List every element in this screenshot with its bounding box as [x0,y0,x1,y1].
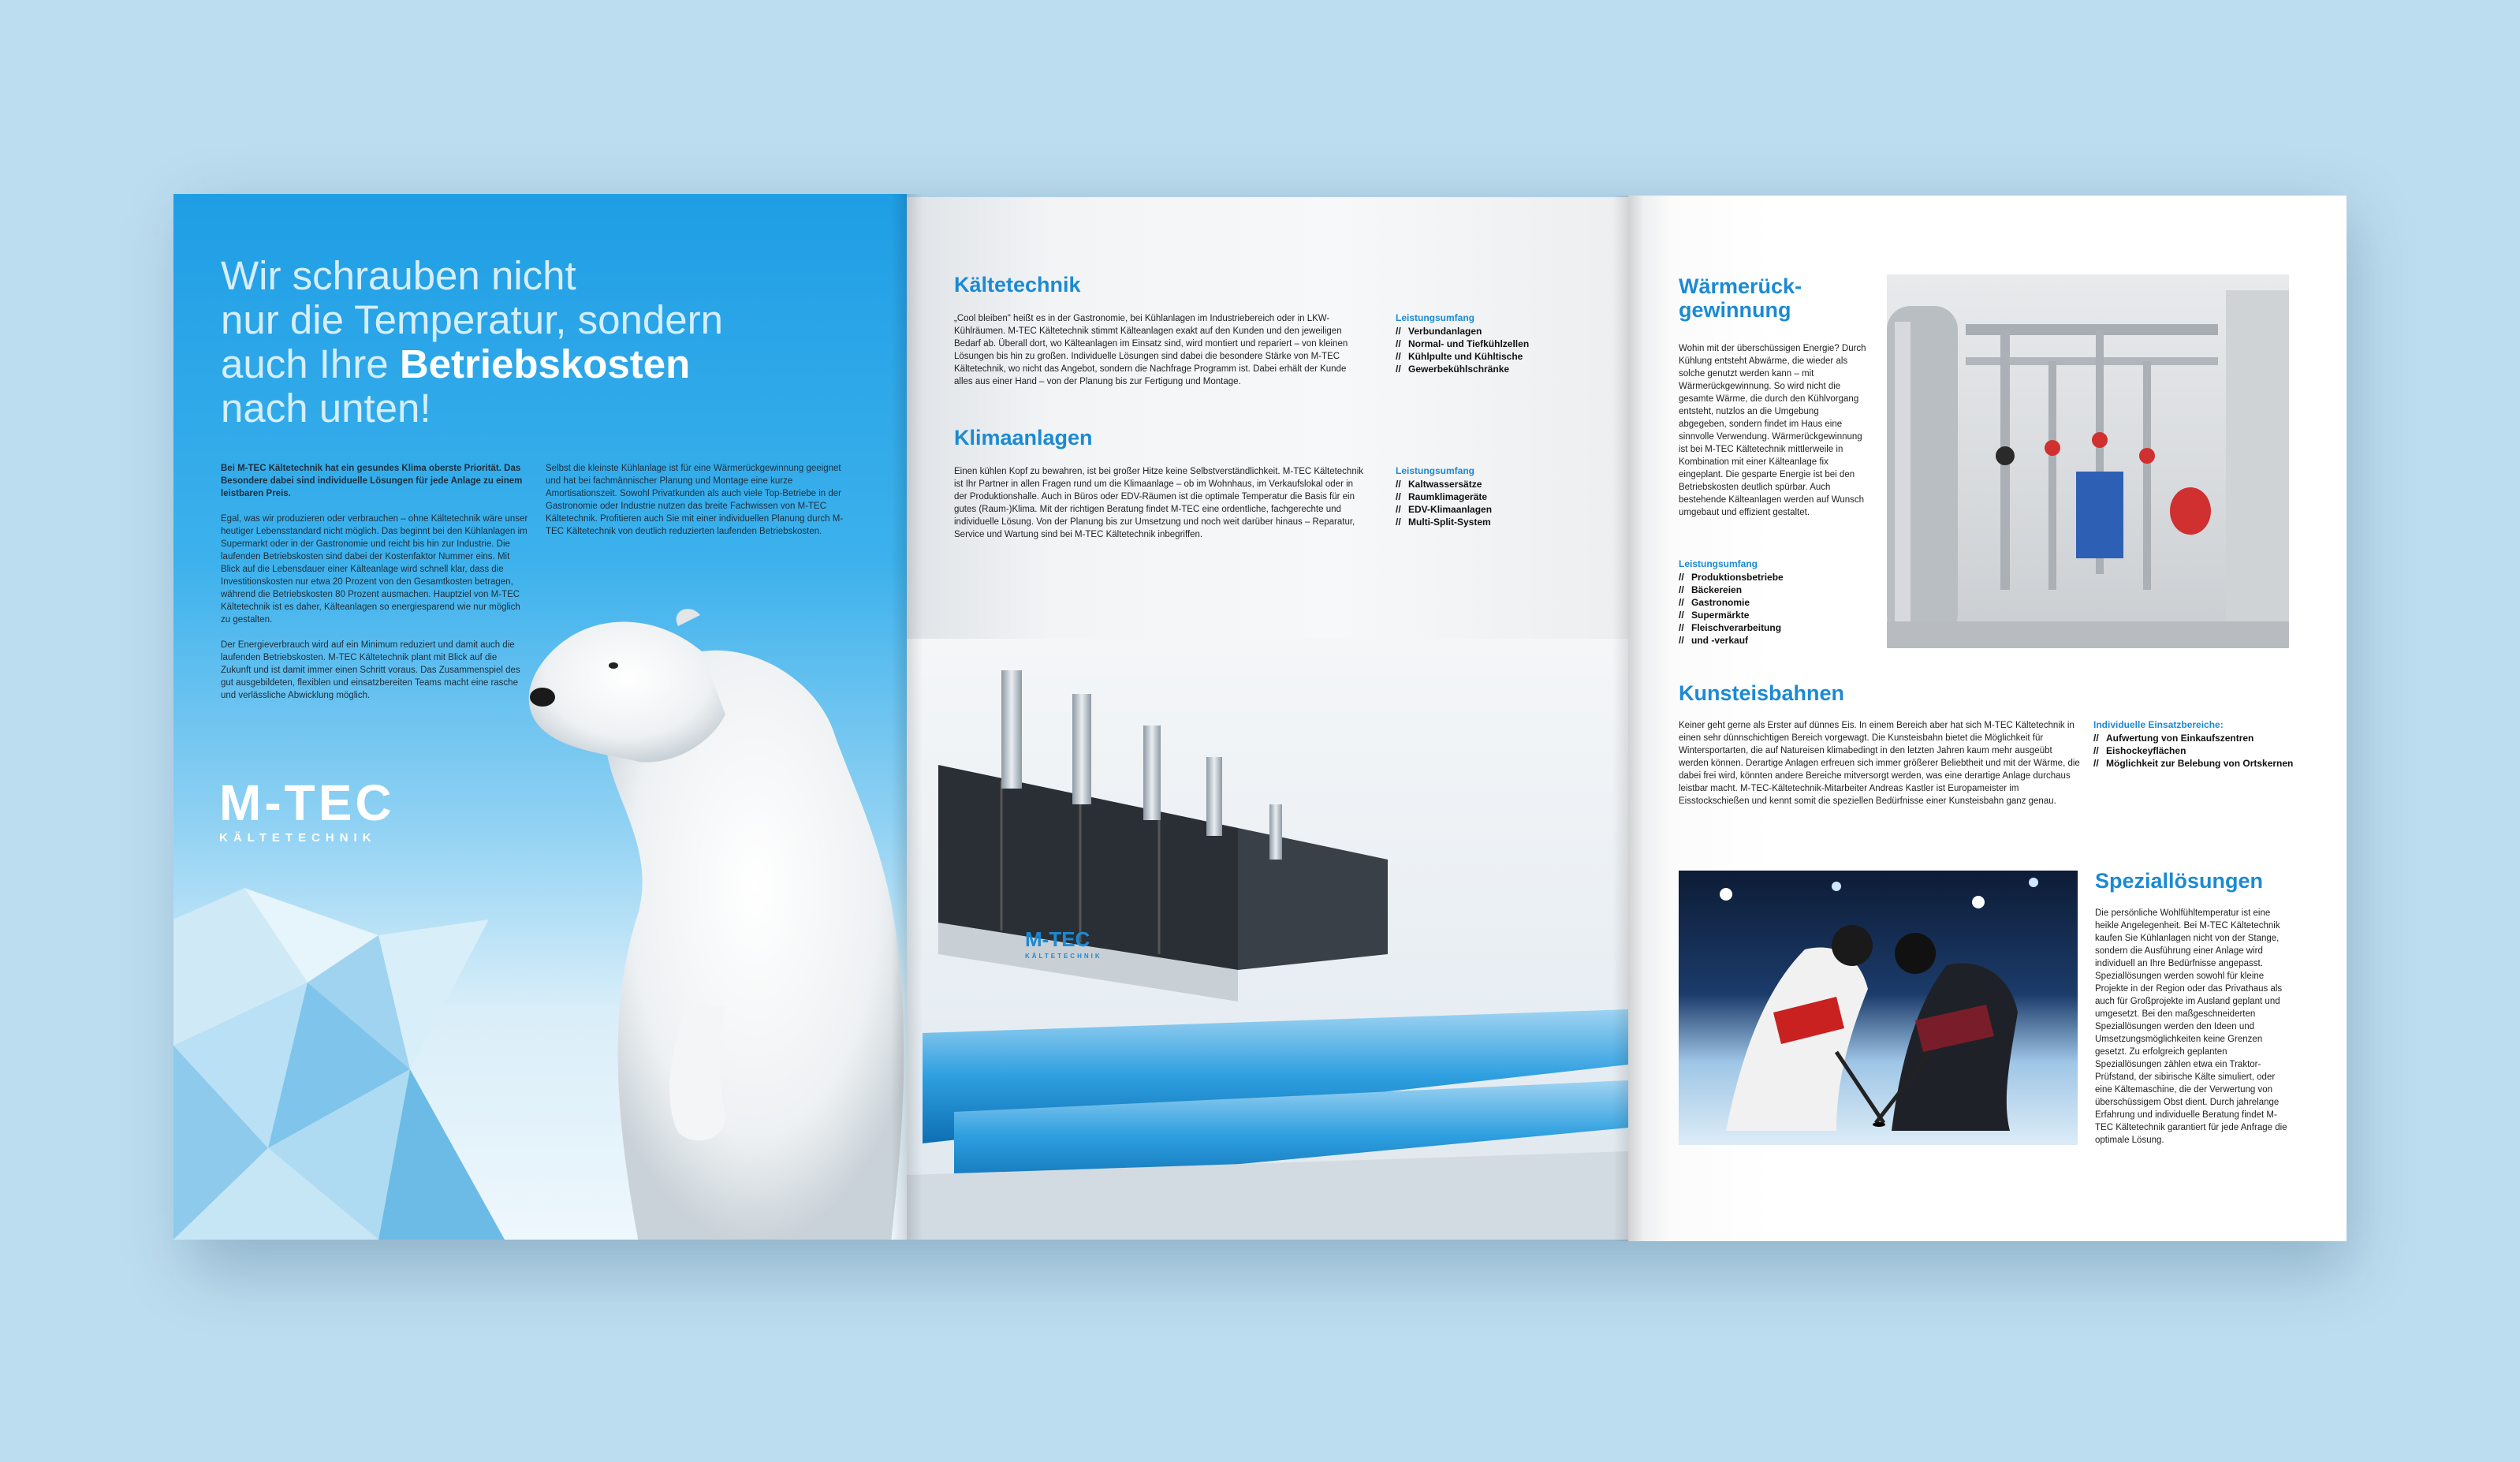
waerme-services-title: Leistungsumfang [1679,558,1758,569]
service-item: // und -verkauf [1679,634,1876,647]
service-item: // Raumklimageräte [1396,490,1609,503]
service-item: // Supermärkte [1679,609,1876,621]
service-item: // Bäckereien [1679,584,1876,596]
heat-recovery-photo [1887,274,2289,648]
kaeltetechnik-text: „Cool bleiben" heißt es in der Gastronomie, bei Kühlanlagen im Industriebereich oder in LKW-Kühlräumen. M-TEC Kältetechnik stimmt Kälteanlagen exakt auf den Kunden und den jeweiligen Bedarf ab. Überall dort, wo Kälteanlagen im Einsatz sind, wird montiert und repariert – von kleinen Lösungen bis hin zu großen. Individuelle Lösungen sind dabei die besondere Stärke von M-TEC Kältetechnik, wo nicht das Angebot, sondern die Nachfrage Programm ist. Dabei erhält der Kunde alles aus einer Hand – von der Planung bis zur Fertigung und Montage. [954,314,1348,386]
service-item: // Gastronomie [1679,596,1876,609]
section-title-kaeltetechnik: Kältetechnik [954,273,1081,297]
waerme-title-line-2: gewinnung [1679,298,1791,322]
polar-bear-image [520,565,907,1240]
headline-line-4: nach unten! [221,386,431,431]
service-item: // Multi-Split-System [1396,516,1609,528]
kunsteisbahnen-areas-title: Individuelle Einsatzbereiche: [2093,719,2224,730]
intro-paragraph-2: Egal, was wir produzieren oder verbrauchen – ohne Kältetechnik wäre unser heutiger Lebensstandard nicht möglich. Das beginnt bei den Kühlanlagen im Supermarkt oder in der Gastronomie und reicht bis hin zur Industrie. Die laufenden Betriebskosten sind dabei der Kostenfaktor Nummer eins. Mit Blick auf die Lebensdauer einer Kälteanlage wird schnell klar, dass die Investitionskosten nur etwa 20 Prozent von den Gesamtkosten betragen, während die Betriebskosten 80 Prozent ausmachen. Hauptziel von M-TEC Kältetechnik ist es daher, Kälteanlagen so energiesparend wie nur möglich zu gestalten. [221,514,528,625]
fold-shadow-2 [1612,196,1644,1241]
klimaanlagen-text: Einen kühlen Kopf zu bewahren, ist bei großer Hitze keine Selbstverständlichkeit. M-TEC Kältetechnik ist Ihr Partner in allen Fragen rund um die Klimaanlage – ob im Wohnhaus, im Verkaufslokal oder in der Produktionshalle. Auch in Büros oder EDV-Räumen ist die optimale Temperatur die Basis für ein gutes (Raum-)Klima. Mit der richtigen Beratung findet M-TEC eine ordentliche, fachgerechte und individuelle Lösung. Von der Planung bis zur Umsetzung und noch weit darüber hinaus – Reparatur, Service und Wartung sind bei M-TEC Kältetechnik inbegriffen. [954,467,1364,539]
kaeltetechnik-services [1396,312,1609,375]
section-title-spezialloesungen: Speziallösungen [2095,869,2264,893]
kunsteisbahnen-areas [2093,719,2298,770]
service-item: // EDV-Klimaanlagen [1396,503,1609,516]
section-title-klimaanlagen: Klimaanlagen [954,426,1093,449]
area-item: // Eishockeyflächen [2093,744,2298,757]
headline-line-2: nur die Temperatur, sondern [221,297,723,342]
area-item: // Möglichkeit zur Belebung von Ortskernen [2093,757,2298,770]
cooling-units-image [907,639,1628,1240]
section-title-kunsteisbahnen: Kunsteisbahnen [1679,681,1845,705]
intro-column-1 [221,462,528,714]
brochure-panel-right [1628,196,2347,1241]
service-item: // Verbundanlagen [1396,325,1609,338]
kaeltetechnik-services-title: Leistungsumfang [1396,312,1475,323]
waermerueckgewinnung-text: Wohin mit der überschüssigen Energie? Durch Kühlung entsteht Abwärme, die wieder als solche genutzt werden kann – mit Wärmerückgewinnung. So wird nicht die gesamte Wärme, die durch den Kühlvorgang entsteht, nutzlos an die Umgebung abgegeben, sondern findet im Haus eine sinnvolle Verwendung. Wärmerückgewinnung ist bei M-TEC Kältetechnik mittlerweile in Kombination mit einer Kälteanlage fix eingeplant. Die gesparte Energie ist bei den Betriebskosten deutlich spürbar. Auch bestehende Kälteanlagen werden auf Wunsch umgebaut und effizient gestaltet. [1679,344,1866,517]
fold-shadow-1 [891,194,923,1240]
service-item: // Produktionsbetriebe [1679,571,1876,584]
service-item: // Kühlpulte und Kühltische [1396,350,1609,363]
waerme-title-line-1: Wärmerück- [1679,274,1802,298]
service-item: // Fleischverarbeitung [1679,621,1876,634]
intro-lead: Bei M-TEC Kältetechnik hat ein gesundes Klima oberste Priorität. Das Besondere dabei sind individuelle Lösungen für jede Anlage zu einem leistbaren Preis. [221,464,523,498]
section-title-waermerueckgewinnung [1679,274,1802,322]
intro-column-2 [546,462,857,550]
brochure-panel-left [173,194,907,1240]
page-headline [221,254,867,431]
kunsteisbahnen-text: Keiner geht gerne als Erster auf dünnes Eis. In einem Bereich aber hat sich M-TEC Kältetechnik in einen sehr dünnschichtigen Bereich vorgewagt. Die Kunsteisbahn bietet die Möglichkeit für Wintersportarten, die auf Natureisen klimabedingt in den letzten Jahren kaum mehr ausgeübt werden können. Derartige Anlagen erfreuen sich immer größerer Beliebtheit und mit der Wärme, die dabei frei wird, könnten andere Bereiche mitversorgt werden, was eine derartige Anlage durchaus leistbar macht. M-TEC-Kältetechnik-Mitarbeiter Andreas Kastler ist Europameister im Eisstockschießen und kennt somit die speziellen Bedürfnisse einer Kunsteisbahn ganz genau. [1679,721,2080,806]
area-item: // Aufwertung von Einkaufszentren [2093,732,2298,744]
headline-line-3: auch Ihre [221,341,400,386]
service-item: // Kaltwassersätze [1396,478,1609,490]
unit-logo-subline: KÄLTETECHNIK [1025,953,1102,960]
hockey-players-image [1679,871,2078,1145]
headline-bold: Betriebskosten [399,341,691,386]
ice-hockey-photo [1679,871,2078,1145]
service-item: // Gewerbekühlschränke [1396,363,1609,375]
spezialloesungen-text: Die persönliche Wohlfühltemperatur ist eine heikle Angelegenheit. Bei M-TEC Kältetechnik kaufen Sie Kühlanlagen nicht von der Stange, sondern die Ausführung einer Anlage wird individuell an Ihre Bedürfnisse angepasst. Speziallösungen werden sowohl für kleine Projekte in der Region oder das Privathaus als auch für Großprojekte im Ausland geplant und umgesetzt. Bei den maßgeschneiderten Speziallösungen werden den Ideen und Umsetzungsmöglichkeiten keine Grenzen gesetzt. Zu erfolgreich geplanten Speziallösungen zählen etwa ein Traktor-Prüfstand, der sibirische Kälte simuliert, oder eine Kältemaschine, die der Verwertung von überschüssigem Obst dient. Durch jahrelange Erfahrung und individuelle Beratung findet M-TEC Kältetechnik garantiert für jede Anfrage die optimale Lösung. [2095,908,2287,1145]
brochure-panel-middle [907,197,1628,1240]
mtec-logo [219,774,395,845]
logo-mark: M-TEC [219,774,395,831]
waermerueckgewinnung-services [1679,558,1876,647]
klimaanlagen-services [1396,465,1609,528]
klimaanlagen-services-title: Leistungsumfang [1396,465,1475,476]
machine-room-image [1887,274,2289,648]
logo-subline: KÄLTETECHNIK [219,831,377,845]
intro-column-2-text: Selbst die kleinste Kühlanlage ist für eine Wärmerückgewinnung geeignet und hat bei fachmännischer Planung und Montage eine kurze Amortisationszeit. Sowohl Privatkunden als auch viele Top-Betriebe in der Gastronomie oder Industrie nutzen das breite Fachwissen von M-TEC Kältetechnik. Profitieren auch Sie mit einer individuellen Planung durch M-TEC Kältetechnik von deutlich reduzierten laufenden Betriebskosten. [546,464,844,536]
headline-line-1: Wir schrauben nicht [221,253,576,298]
unit-logo-label: M-TEC [1025,927,1090,951]
service-item: // Normal- und Tiefkühlzellen [1396,338,1609,350]
intro-paragraph-3: Der Energieverbrauch wird auf ein Minimum reduziert und damit auch die laufenden Betriebskosten. M-TEC Kältetechnik plant mit Blick auf die Zukunft und ist damit immer einen Schritt voraus. Das Zusammenspiel des gut ausgebildeten, flexiblen und einsatzbereiten Teams macht eine rasche und verlässliche Abwicklung möglich. [221,640,520,700]
